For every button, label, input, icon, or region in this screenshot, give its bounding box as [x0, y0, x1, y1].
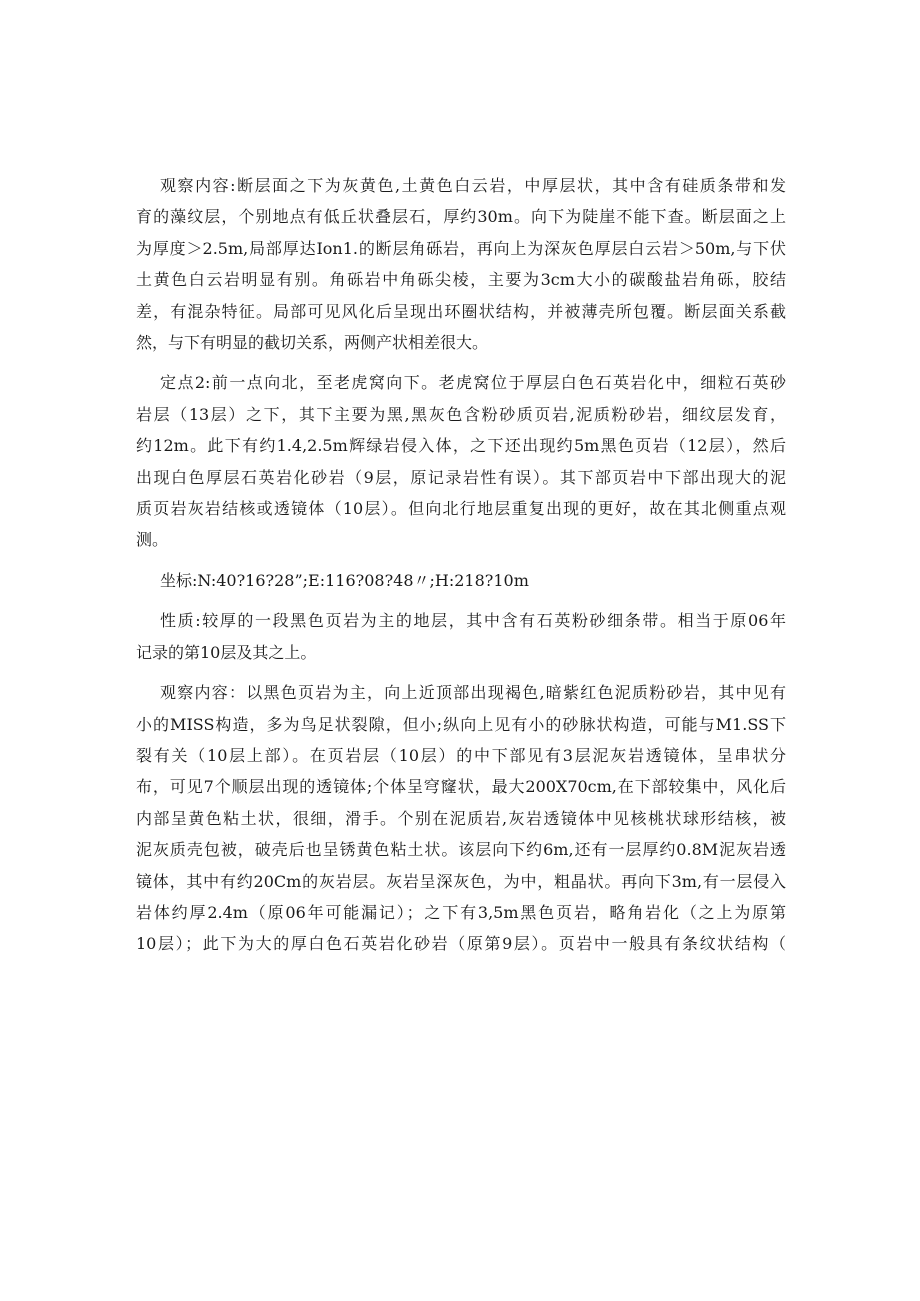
text-line: 泥灰质壳包被，破壳后也呈锈黄色粘土状。该层向下约6m,还有一层厚约0.8M泥灰岩透: [136, 840, 786, 860]
text-line: 岩层（13层）之下，其下主要为黑,黑灰色含粉砂质页岩,泥质粉砂岩，细纹层发育，: [136, 404, 786, 424]
text-line: 定点2:前一点向北，至老虎窝向下。老虎窝位于厚层白色石英岩化中，细粒石英砂: [160, 373, 786, 393]
document-body: [136, 170, 786, 969]
text-line: 质页岩灰岩结核或透镜体（10层）。但向北行地层重复出现的更好，故在其北侧重点观: [136, 499, 786, 519]
text-line: 观察内容：以黑色页岩为主，向上近顶部出现褐色,暗紫红色泥质粉砂岩，其中见有: [160, 683, 786, 703]
text-line: 出现白色厚层石英岩化砂岩（9层，原记录岩性有误）。其下部页岩中下部出现大的泥: [136, 467, 786, 487]
paragraph-nature: [136, 605, 786, 668]
text-line: 育的藻纹层，个别地点有低丘状叠层石，厚约30m。向下为陡崖不能下查。断层面之上: [136, 207, 786, 227]
text-line: 然，与下有明显的截切关系，两侧产状相差很大。: [136, 333, 489, 353]
paragraph-observation-2: [136, 677, 786, 960]
text-line: 布，可见7个顺层出现的透镜体;个体呈穹窿状，最大200X70cm,在下部较集中，风化后: [136, 777, 786, 797]
text-line: 坐标:N:40?16?28”;E:116?08?48〃;H:218?10m: [160, 570, 529, 590]
text-line: 岩体约厚2.4m（原06年可能漏记）；之下有3,5m黑色页岩，略角岩化（之上为原第: [136, 902, 786, 922]
text-line: 性质:较厚的一段黑色页岩为主的地层，其中含有石英粉砂细条带。相当于原06年: [160, 611, 786, 631]
text-line: 内部呈黄色粘土状，很细，滑手。个别在泥质岩,灰岩透镜体中见核桃状球形结核，被: [136, 808, 786, 828]
text-line: 观察内容:断层面之下为灰黄色,土黄色白云岩，中厚层状，其中含有硅质条带和发: [160, 176, 786, 195]
text-line: 裂有关（10层上部）。在页岩层（10层）的中下部见有3层泥灰岩透镜体，呈串状分: [136, 745, 786, 765]
text-line: 为厚度＞2.5m,局部厚达Ion1.的断层角砾岩，再向上为深灰色厚层白云岩＞50m,与下伏: [136, 238, 786, 258]
text-line: 土黄色白云岩明显有别。角砾岩中角砾尖棱，主要为3cm大小的碳酸盐岩角砾，胶结: [136, 270, 786, 290]
paragraph-station-2: [136, 367, 786, 555]
text-line: 镜体，其中有约20Cm的灰岩层。灰岩呈深灰色，为中，粗晶状。再向下3m,有一层侵入: [136, 871, 786, 891]
text-line: 记录的第10层及其之上。: [136, 642, 317, 662]
text-line: 测。: [136, 530, 169, 550]
text-line: 10层）；此下为大的厚白色石英岩化砂岩（原第9层）。页岩中一般具有条纹状结构（: [136, 934, 786, 954]
text-line: 约12m。此下有约1.4,2.5m辉绿岩侵入体，之下还出现约5m黑色页岩（12层），然后: [136, 436, 786, 456]
text-line: 小的MISS构造，多为鸟足状裂隙，但小;纵向上见有小的砂脉状构造，可能与M1.SS下: [136, 714, 786, 734]
text-line: 差，有混杂特征。局部可见风化后呈现出环圈状结构，并被薄壳所包覆。断层面关系截: [136, 301, 786, 321]
paragraph-observation-1: [136, 170, 786, 358]
paragraph-coordinates: [136, 565, 786, 596]
